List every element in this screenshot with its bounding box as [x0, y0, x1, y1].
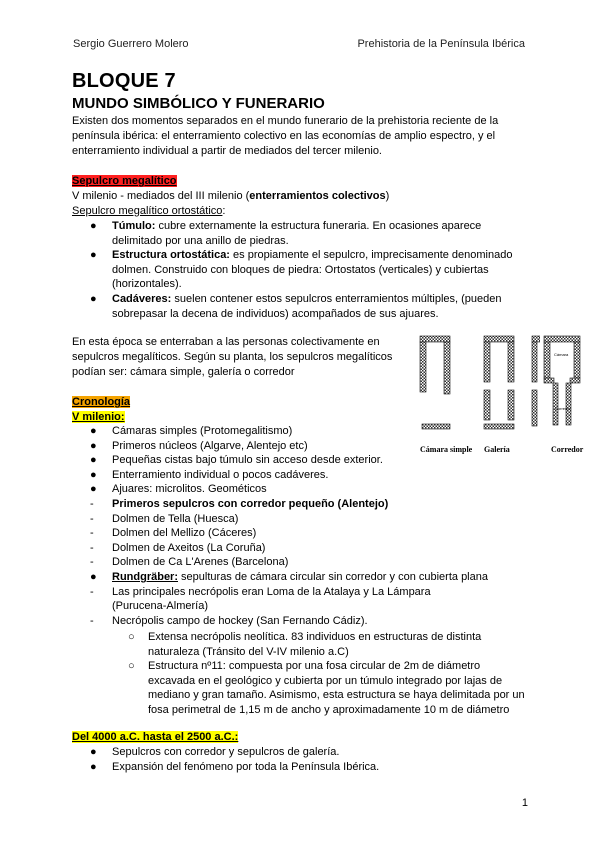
plan-camara-simple — [420, 336, 450, 429]
list-item: - Necrópolis campo de hockey (San Fernando Cádiz). — [90, 614, 368, 627]
list-item: ● Estructura ortostática: es propiamente el sepulcro, imprecisamente denominado dolmen. Construido con bloques de piedra: Ortostatos (verticales) y cubiertas (horizontales). — [90, 249, 513, 291]
plan-label: Galería — [484, 445, 510, 454]
section-heading: Sepulcro megalítico — [72, 175, 177, 187]
intro-line: península ibérica: el enterramiento colectivo en las economías de amplio espectro, y el — [72, 130, 496, 142]
intro-paragraph — [72, 114, 532, 159]
header-course: Prehistoria de la Península Ibérica — [357, 38, 525, 50]
list-item: ● Cadáveres: suelen contener estos sepulcros enterramientos múltiples, (pueden sobrepasar la decena de individuos) acompañados de sus ajuares. — [90, 292, 502, 320]
plan-corredor — [532, 336, 540, 426]
megalithic-bullets — [72, 219, 532, 321]
period-heading: V milenio: — [72, 411, 125, 423]
intro-line: Existen dos momentos separados en el mundo funerario de la prehistoria reciente de la — [72, 115, 499, 127]
list-item: ● Túmulo: cubre externamente la estructura funeraria. En ocasiones aparece delimitado por una anillo de piedras. — [90, 220, 482, 247]
intro-line: enterramiento individual a partir de mediados del tercer milenio. — [72, 145, 382, 157]
list-item: ○ Estructura nº11: compuesta por una fosa circular de 2m de diámetro excavada en el geológico y cubierta por un túmulo integrado por lajas de mediano y gran tamaño. Asimismo, esta estructura se haya delimitada por un fosa perimetral de 1,15 m de ancho y aproximadamente 10 m de diámetro — [128, 660, 525, 716]
chronology-heading-block — [72, 395, 372, 425]
list-item: - Dolmen de Axeitos (La Coruña) — [90, 541, 266, 554]
list-item: ● Primeros núcleos (Algarve, Alentejo etc) — [90, 439, 308, 452]
header-author: Sergio Guerrero Molero — [73, 38, 189, 50]
list-item: ● Pequeñas cistas bajo túmulo sin acceso desde exterior. — [90, 454, 383, 467]
paragraph-line: En esta época se enterraban a las personas colectivamente en — [72, 336, 380, 348]
list-item: ● Sepulcros con corredor y sepulcros de galería. — [90, 746, 340, 758]
plan-small-label: Corredor — [555, 406, 571, 411]
list-item: ● Rundgräber: sepulturas de cámara circular sin corredor y con cubierta plana — [90, 570, 488, 583]
list-item: ● Enterramiento individual o pocos cadáveres. — [90, 468, 329, 481]
plan-galeria — [484, 336, 514, 429]
list-item: - Dolmen de Tella (Huesca) — [90, 512, 239, 525]
section-line: V milenio - mediados del III milenio (enterramientos colectivos) — [72, 190, 390, 202]
period-heading: Del 4000 a.C. hasta el 2500 a.C.: — [72, 731, 239, 743]
period2-list — [72, 745, 532, 774]
plan-small-label: Cámara — [554, 352, 569, 357]
list-item: - Dolmen de Ca L'Arenes (Barcelona) — [90, 556, 289, 569]
list-item: ● Ajuares: microlitos. Geométicos — [90, 483, 267, 496]
chronology-heading: Cronología — [72, 396, 131, 408]
list-item: - Las principales necrópolis eran Loma de la Atalaya y La Lámpara (Purucena-Almería) — [90, 585, 431, 613]
page-subtitle: MUNDO SIMBÓLICO Y FUNERARIO — [72, 95, 325, 112]
paragraph-line: sepulcros megalíticos. Según su planta, los sepulcros megalíticos — [72, 351, 393, 363]
plan-corredor-figure — [540, 332, 590, 432]
period2-block — [72, 730, 532, 745]
list-item: ● Expansión del fenómeno por toda la Península Ibérica. — [90, 760, 380, 773]
chronology-list — [72, 424, 542, 628]
page-title: BLOQUE 7 — [72, 70, 176, 92]
section-megalithic — [72, 174, 532, 219]
hockey-sublist — [72, 630, 532, 718]
section-subheading: Sepulcro megalítico ortostático: — [72, 205, 226, 217]
list-item: - Dolmen del Mellizo (Cáceres) — [90, 527, 257, 540]
list-item: ● Cámaras simples (Protomegalitismo) — [90, 425, 293, 437]
paragraph-line: podían ser: cámara simple, galería o corredor — [72, 366, 295, 378]
bullet-icon: ● — [90, 220, 97, 232]
bullet-icon: ● — [90, 249, 97, 262]
plan-label: Cámara simple — [420, 445, 473, 454]
list-item: ○ Extensa necrópolis neolítica. 83 individuos en estructuras de distinta naturaleza (Tránsito del V-IV milenio a.C) — [128, 631, 482, 658]
bullet-icon: ● — [90, 292, 97, 305]
plan-label: Corredor — [551, 445, 584, 454]
page-number: 1 — [521, 797, 528, 809]
burial-paragraph — [72, 335, 402, 380]
list-item: - Primeros sepulcros con corredor pequeño (Alentejo) — [90, 497, 389, 510]
